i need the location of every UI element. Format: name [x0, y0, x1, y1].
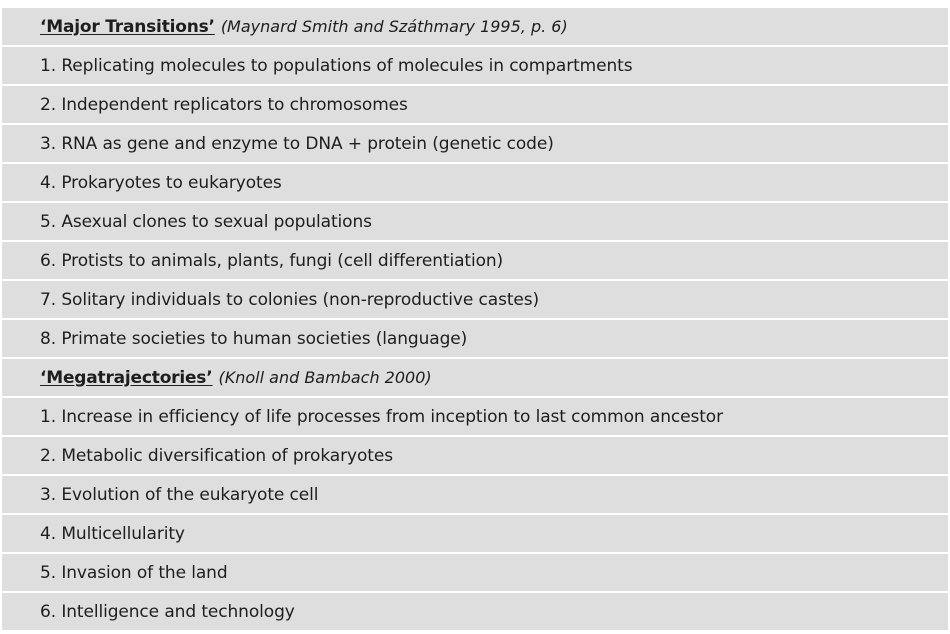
table-row [2, 125, 948, 162]
list-item: 1. Increase in efficiency of life processes from inception to last common ancestor [40, 406, 723, 427]
section-citation: (Knoll and Bambach 2000) [218, 368, 432, 387]
table-row [2, 86, 948, 123]
list-item: 4. Multicellularity [40, 523, 185, 544]
table-row [2, 593, 948, 630]
section-header-major-transitions [2, 8, 948, 45]
table-row [2, 554, 948, 591]
section-header-megatrajectories [2, 359, 948, 396]
table-row [2, 515, 948, 552]
list-item: 6. Intelligence and technology [40, 601, 295, 622]
table-row [2, 281, 948, 318]
table-row [2, 437, 948, 474]
list-item: 6. Protists to animals, plants, fungi (cell differentiation) [40, 250, 504, 271]
list-item: 8. Primate societies to human societies (language) [40, 328, 468, 349]
list-item: 3. RNA as gene and enzyme to DNA + protein (genetic code) [40, 133, 554, 154]
section-title: ‘Megatrajectories’ [40, 367, 213, 388]
table-row [2, 164, 948, 201]
table-row [2, 476, 948, 513]
list-item: 5. Invasion of the land [40, 562, 228, 583]
table-row [2, 320, 948, 357]
list-item: 1. Replicating molecules to populations of molecules in compartments [40, 55, 633, 76]
list-item: 4. Prokaryotes to eukaryotes [40, 172, 282, 193]
section-title: ‘Major Transitions’ [40, 16, 215, 37]
table-row [2, 398, 948, 435]
table-row [2, 242, 948, 279]
list-item: 2. Metabolic diversification of prokaryotes [40, 445, 393, 466]
list-item: 3. Evolution of the eukaryote cell [40, 484, 319, 505]
table-row [2, 47, 948, 84]
list-item: 5. Asexual clones to sexual populations [40, 211, 372, 232]
table-row [2, 203, 948, 240]
list-item: 2. Independent replicators to chromosomes [40, 94, 408, 115]
list-item: 7. Solitary individuals to colonies (non-reproductive castes) [40, 289, 540, 310]
section-citation: (Maynard Smith and Száthmary 1995, p. 6) [220, 17, 568, 36]
